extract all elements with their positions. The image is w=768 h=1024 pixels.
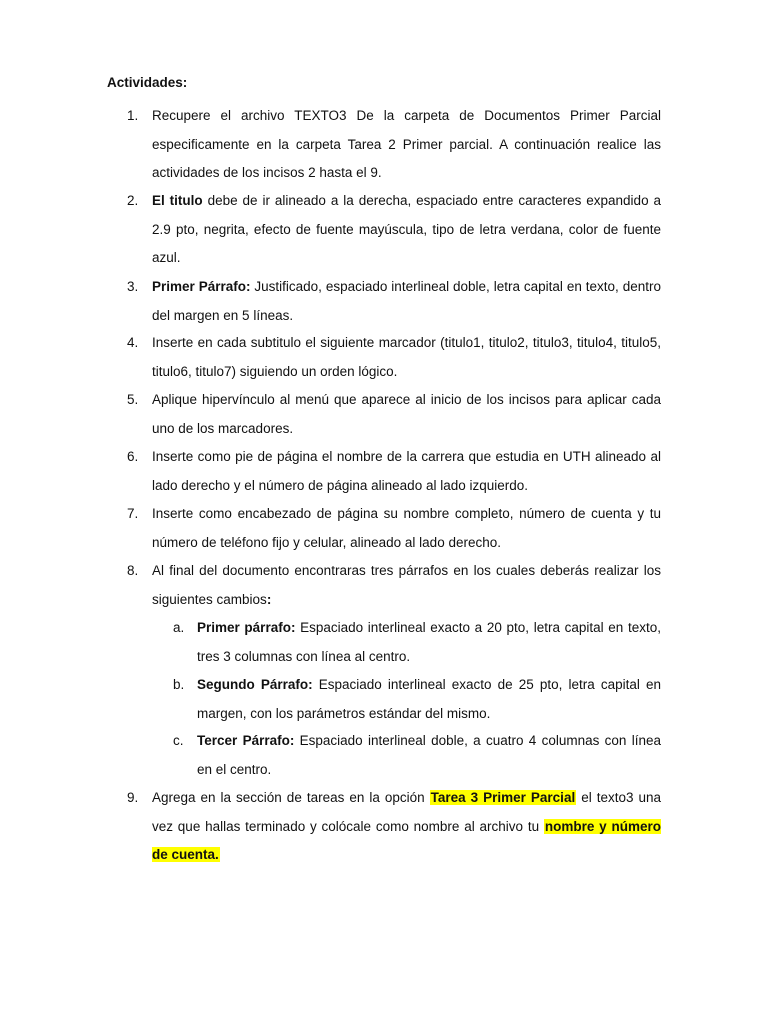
sub-list-item [152,727,661,784]
sub-list-item-text [197,671,661,728]
sub-list-item-body: Espaciado interlineal doble, a cuatro 4 columnas con línea en el centro. [197,733,661,777]
list-item [107,386,661,443]
list-item-text [152,784,661,870]
list-item-body: Justificado, espaciado interlineal doble, letra capital en texto, dentro del margen en 5 líneas. [152,279,661,323]
sub-list-item-text [197,614,661,671]
list-number: 1. [127,108,139,123]
sub-list-item-bold: Tercer Párrafo: [197,733,295,748]
list-item [107,273,661,330]
list-item [107,329,661,386]
sub-list-item-body: Espaciado interlineal exacto de 25 pto, letra capital en margen, con los parámetros estándar del mismo. [197,677,661,721]
list-item-text: Inserte como pie de página el nombre de la carrera que estudia en UTH alineado al lado derecho y el número de página alineado al lado izquierdo. [152,449,661,493]
sub-list-item [152,671,661,728]
list-item-text [152,187,661,273]
list-number: 7. [127,506,139,521]
list-number: 8. [127,563,139,578]
list-item-text: Inserte como encabezado de página su nombre completo, número de cuenta y tu número de teléfono fijo y celular, alineado al lado derecho. [152,506,661,550]
sub-list-letter: c. [173,733,184,748]
sub-list-letter: a. [173,620,185,635]
list-number: 6. [127,449,139,464]
list-number: 9. [127,790,139,805]
highlighted-text: Tarea 3 Primer Parcial [430,790,576,805]
list-number: 4. [127,335,139,350]
list-item-text: Recupere el archivo TEXTO3 De la carpeta de Documentos Primer Parcial especificamente en la carpeta Tarea 2 Primer parcial. A continuación realice las actividades de los incisos 2 hasta el 9. [152,108,661,180]
list-number: 3. [127,279,139,294]
list-item-body: debe de ir alineado a la derecha, espaciado entre caracteres expandido a 2.9 pto, negrita, efecto de fuente mayúscula, tipo de letra verdana, color de fuente azul. [152,193,661,265]
list-number: 2. [127,193,139,208]
list-item [107,784,661,870]
sub-list-item-body: Espaciado interlineal exacto a 20 pto, letra capital en texto, tres 3 columnas con línea al centro. [197,620,661,664]
list-item [107,443,661,500]
list-item-body: Al final del documento encontraras tres párrafos en los cuales deberás realizar los siguientes cambios [152,563,661,607]
sub-list-item-bold: Segundo Párrafo: [197,677,313,692]
sub-list-letter: b. [173,677,185,692]
list-item [107,500,661,557]
sub-list-item-text [197,727,661,784]
list-item-text: Aplique hipervínculo al menú que aparece al inicio de los incisos para aplicar cada uno de los marcadores. [152,392,661,436]
list-item-text [152,557,661,614]
list-item-text [152,273,661,330]
list-item [107,557,661,614]
list-item-bold: Primer Párrafo: [152,279,251,294]
highlighted-text: nombre y número de cuenta. [152,818,661,862]
page-title: Actividades: [107,75,188,90]
list-item-bold: El titulo [152,193,203,208]
list-item-text: Inserte en cada subtitulo el siguiente marcador (titulo1, titulo2, titulo3, titulo4, titulo5, titulo6, titulo7) siguiendo un orden lógico. [152,335,661,379]
list-number: 5. [127,392,139,407]
list-item [107,102,661,188]
list-item [107,187,661,273]
list-item-colon: : [266,591,272,607]
sub-list-item-bold: Primer párrafo: [197,620,296,635]
list-item-body: Agrega en la sección de tareas en la opción [152,790,430,805]
list-item-body: el texto3 una vez que hallas terminado y colócale como nombre al archivo tu [152,790,661,834]
sub-list-item [152,614,661,671]
